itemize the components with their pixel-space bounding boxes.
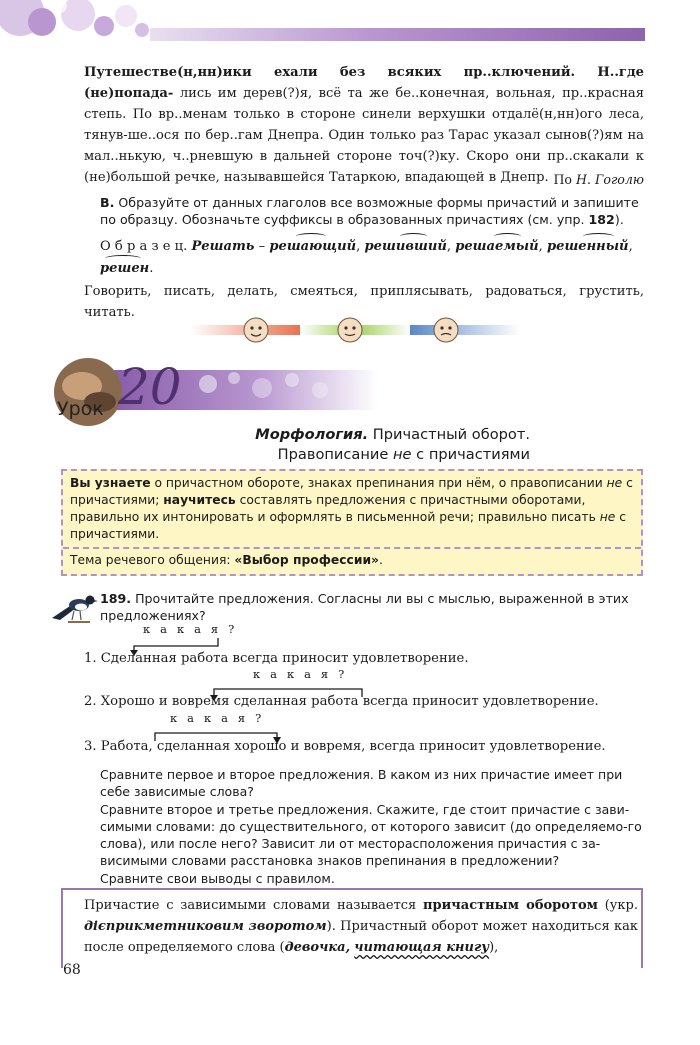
compare-question-1: Сравните первое и второе предложения. В каком из них причастие имеет при себе зависимые слова? <box>100 767 623 800</box>
verbs-list: Говорить, писать, делать, смеяться, приплясывать, радоваться, грустить, читать. <box>84 284 644 320</box>
passage-rest: лись им дерев(?)я, всё та же бе..конечная, вольная, пр..красная степь. По вр..менам только в стороне синели верхушки отдалё(н,нн)ого леса, тянув-ше..ося по бер..гам Днепра. Один только раз Тарас указал сынов(?)ям на мал..нькую, ч..рневшую в дальней стороне точ(?)ку. Скоро они пр..скакали к (не)большой речке, называвшейся Татаркою, впадающей в Днепр. <box>84 86 645 185</box>
sample-form-1: решающий <box>269 236 356 258</box>
question-label-2: к а к а я ? <box>253 667 348 681</box>
exercise-189-task: 189. Прочитайте предложения. Согласны ли вы с мыслью, выраженной в этих предложениях? <box>100 591 629 623</box>
sample-verb: Решать <box>191 239 255 254</box>
sample-form-2: решивший <box>365 236 447 258</box>
passage-bold-start: Путешестве(н,нн)ики ехали без всяких пр..ключений. Н..где (не)попада- <box>84 65 644 101</box>
compare-question-2: Сравните второе и третье предложения. Скажите, где стоит причастие с зави-симыми словами: до существительного, от которого зависит (до определяемо-го слова), или после него? Зависит ли от месторасположения причастия с за-висимыми словами расстановка знаков препинания в предложении? <box>100 801 642 869</box>
question-label-1: к а к а я ? <box>143 622 238 636</box>
sample-form-4: решенный <box>547 236 629 258</box>
lesson-title: Морфология. Причастный оборот. Правописание не с причастиями <box>255 426 530 463</box>
rule-term: причастным оборотом <box>423 898 598 913</box>
speech-theme-value: «Выбор профессии» <box>234 553 380 567</box>
passage-text <box>84 62 644 188</box>
sentence-2: 2. Хорошо и вовремя сделанная работа всегда приносит удовлетворение. <box>84 694 599 709</box>
sentence-1: 1. Сделанная работа всегда приносит удовлетворение. <box>84 651 469 666</box>
face-icon <box>244 318 268 342</box>
objectives-divider <box>63 547 641 549</box>
sample-form-3: решаемый <box>455 236 538 258</box>
compare-conclusion: Сравните свои выводы с правилом. <box>100 870 335 886</box>
page-number: 68 <box>63 962 81 978</box>
rule-ukr-term: дієприкметниковим зворотом <box>84 919 327 934</box>
speech-theme: Тема речевого общения: «Выбор профессии». <box>70 553 383 567</box>
magpie-icon <box>50 588 98 626</box>
sample: О б р а з е ц. Решать – решающий, решивший, решаемый, решенный, решен. <box>100 236 645 280</box>
top-color-bar <box>150 28 645 41</box>
question-label-3: к а к а я ? <box>170 711 265 725</box>
sample-label: О б р а з е ц. <box>100 239 188 254</box>
sentence-3: 3. Работа, сделанная хорошо и вовремя, всегда приносит удовлетворение. <box>84 739 606 754</box>
lesson-title-topic: Морфология. <box>255 426 369 443</box>
task-v-ref: 182 <box>588 212 615 227</box>
rule-text: Причастие с зависимыми словами называется причастным оборотом (укр. дієприкметниковим зворотом). Причастный оборот может находиться как после определяемого слова (девочка, читающая книгу), <box>84 898 638 955</box>
task-v: В. Образуйте от данных глаголов все возможные формы причастий и запишите по образцу. Обозначьте суффиксы в образованных причастиях (см. упр. 182). <box>100 195 639 227</box>
faces-divider <box>190 315 520 345</box>
sample-form-5: решен <box>100 258 149 280</box>
face-icon <box>434 318 458 342</box>
lesson-number: 20 <box>118 358 182 416</box>
author-name: Н. Гоголю <box>576 172 644 187</box>
exercise-number: 189. <box>100 591 132 606</box>
objectives-text: Вы узнаете о причастном обороте, знаках препинания при нём, о правописании не с причастиями; научитесь составлять предложения с причастными оборотами, правильно их интонировать и оформлять в письменной речи; правильно писать не с причастиями. <box>70 476 633 541</box>
task-v-letter: В. <box>100 195 115 210</box>
compare-questions <box>100 766 645 887</box>
rule-example-phrase: читающая книгу <box>354 940 490 955</box>
face-icon <box>338 318 362 342</box>
lesson-label: Урок <box>57 398 104 420</box>
passage-author: По Н. Гоголю <box>553 172 644 187</box>
